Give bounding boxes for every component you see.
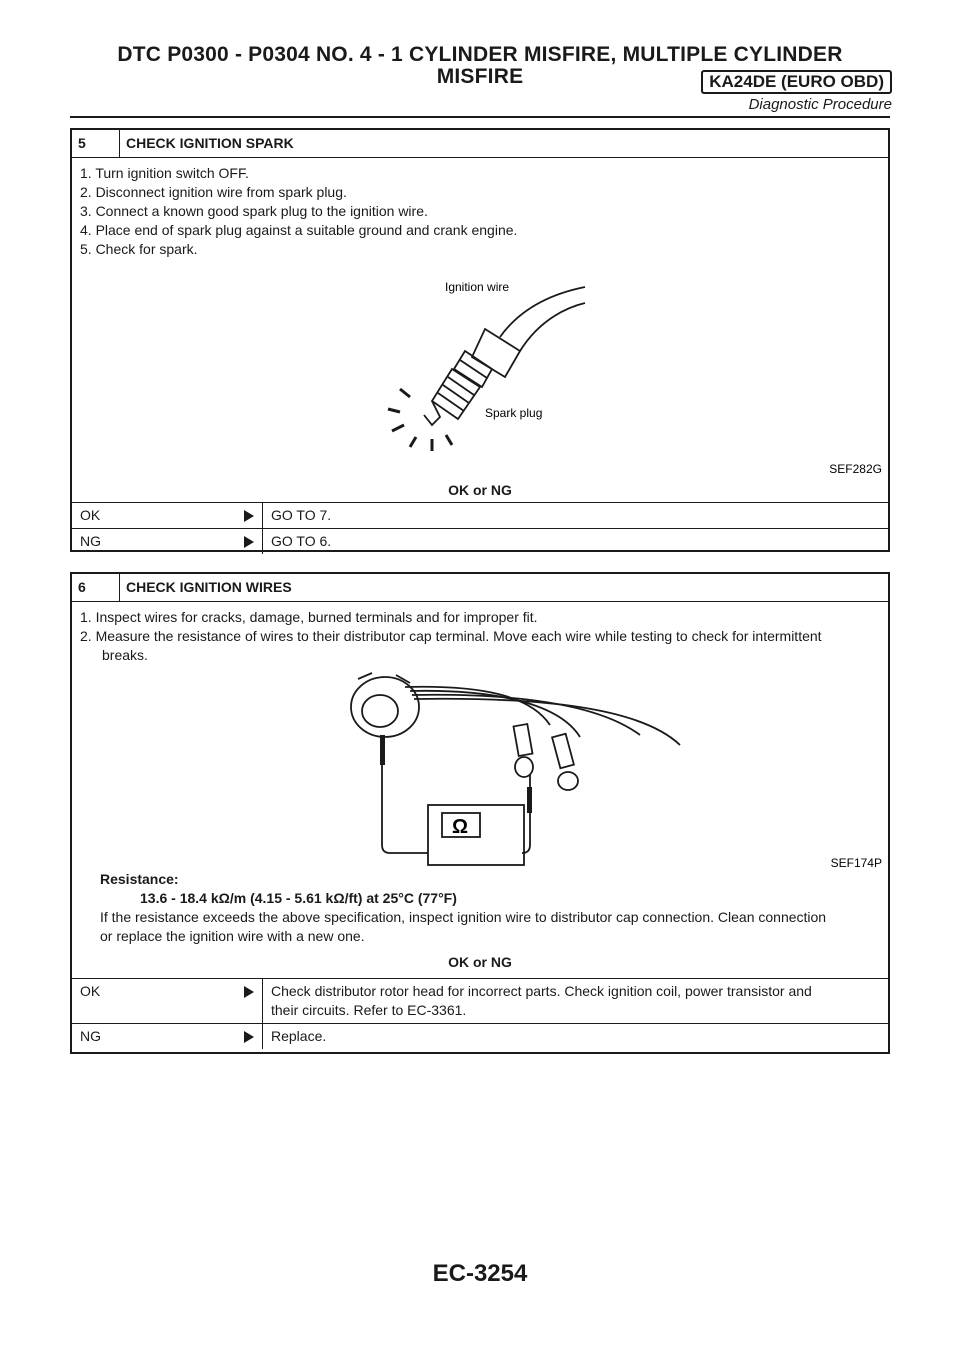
- label-spark-plug: Spark plug: [485, 406, 543, 420]
- page-title-line2: MISFIRE: [436, 65, 524, 88]
- engine-badge: KA24DE (EURO OBD): [701, 70, 892, 94]
- step-item: 2. Measure the resistance of wires to their distributor cap terminal. Move each wire while testing to check for intermittent: [80, 628, 822, 644]
- step-item: 3. Connect a known good spark plug to the ignition wire.: [80, 203, 428, 219]
- step-item-continued: breaks.: [102, 647, 148, 663]
- probe-right: [527, 787, 532, 813]
- arrow-right-icon: [244, 536, 254, 548]
- note-line: or replace the ignition wire with a new one.: [100, 928, 365, 944]
- section-5-result-ng: [72, 528, 888, 554]
- result-value: GO TO 6.: [262, 529, 888, 554]
- result-key: [72, 529, 262, 554]
- section-6-result-ok: [72, 978, 888, 1023]
- result-key: [72, 979, 262, 1023]
- section-6-result-ng: [72, 1023, 888, 1049]
- section-6-okng: OK or NG: [448, 954, 512, 970]
- section-5-steps: [80, 164, 880, 259]
- arrow-right-icon: [244, 1031, 254, 1043]
- spark-plug-figure: [80, 259, 880, 479]
- result-value: [262, 979, 888, 1023]
- section-5-title: CHECK IGNITION SPARK: [126, 135, 294, 151]
- ignition-wire-figure: [80, 665, 880, 870]
- spark-ray: [388, 409, 400, 412]
- arrow-right-icon: [244, 986, 254, 998]
- result-key-label: NG: [80, 1028, 101, 1044]
- figure-code: SEF174P: [830, 856, 882, 870]
- spark-ray: [410, 437, 416, 447]
- result-value-line: their circuits. Refer to EC-3361.: [271, 1002, 467, 1018]
- result-key: [72, 1024, 262, 1049]
- step-item: 4. Place end of spark plug against a suitable ground and crank engine.: [80, 222, 518, 238]
- section-6-box: [70, 572, 890, 1054]
- result-key-label: OK: [80, 507, 101, 523]
- section-6-body: [72, 602, 888, 978]
- spec-label: Resistance:: [100, 871, 179, 887]
- result-key-label: NG: [80, 533, 101, 549]
- step-item: 1. Turn ignition switch OFF.: [80, 165, 249, 181]
- spark-ray: [446, 435, 452, 445]
- result-key-label: OK: [80, 983, 101, 999]
- result-key: [72, 503, 262, 528]
- result-value-line: Check distributor rotor head for incorrect parts. Check ignition coil, power transistor and: [271, 983, 812, 999]
- page-number: EC-3254: [432, 1260, 528, 1287]
- section-5-header: [72, 130, 888, 158]
- label-ignition-wire: Ignition wire: [445, 280, 510, 294]
- spec-value: 13.6 - 18.4 kΩ/m (4.15 - 5.61 kΩ/ft) at 25°C (77°F): [140, 890, 457, 906]
- section-5-body: [72, 158, 888, 478]
- note-line: If the resistance exceeds the above specification, inspect ignition wire to distributor cap connection. Clean connection: [100, 909, 827, 925]
- section-6-number: 6: [72, 574, 120, 601]
- page-title-line1: DTC P0300 - P0304 NO. 4 - 1 CYLINDER MISFIRE, MULTIPLE CYLINDER: [117, 43, 843, 66]
- arrow-right-icon: [244, 510, 254, 522]
- section-5-number: 5: [72, 130, 120, 157]
- section-subtitle: Diagnostic Procedure: [748, 96, 892, 113]
- section-5-okng: OK or NG: [448, 482, 512, 498]
- section-5-box: [70, 128, 890, 552]
- probe-left: [380, 735, 385, 765]
- step-item: 2. Disconnect ignition wire from spark plug.: [80, 184, 347, 200]
- header-divider: [70, 116, 890, 118]
- result-value: Replace.: [262, 1024, 888, 1049]
- section-5-result-ok: [72, 502, 888, 528]
- resistance-test-illustration: [80, 665, 884, 870]
- spark-ray: [392, 425, 404, 431]
- section-6-header: [72, 574, 888, 602]
- section-6-steps: [80, 608, 880, 665]
- step-item: 1. Inspect wires for cracks, damage, burned terminals and for improper fit.: [80, 609, 538, 625]
- figure-code: SEF282G: [829, 462, 882, 476]
- step-item: 5. Check for spark.: [80, 241, 198, 257]
- spark-plug-illustration: [80, 259, 884, 479]
- section-6-title: CHECK IGNITION WIRES: [126, 579, 292, 595]
- result-value: GO TO 7.: [262, 503, 888, 528]
- ohm-icon: Ω: [452, 816, 469, 838]
- spark-ray: [400, 389, 410, 397]
